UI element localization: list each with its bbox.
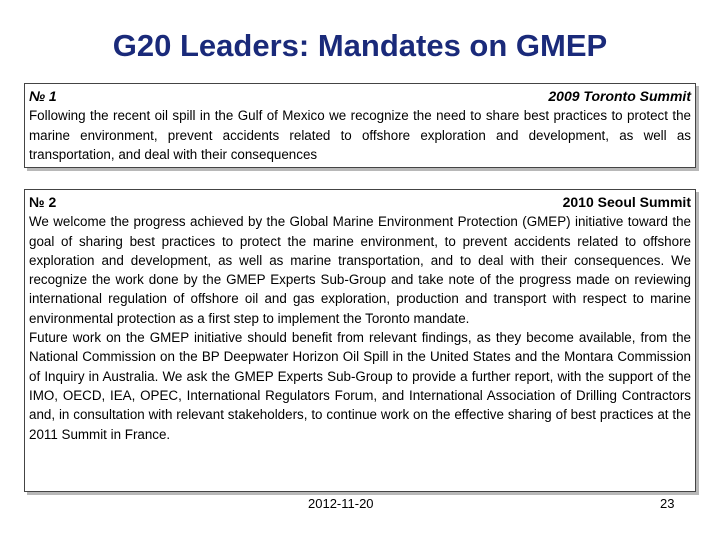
mandate-2-paragraph-2: Future work on the GMEP initiative should benefit from relevant findings, as they become available, from the National Commission on the BP Deepwater Horizon Oil Spill in the United States and the Montara Commission of Inquiry in Australia. We ask the GMEP Experts Sub-Group to provide a further report, with the support of the IMO, OECD, IEA, OPEC, International Regulators Forum, and International Association of Drilling Contractors and, in consultation with relevant stakeholders, to continue work on the effective sharing of best practices at the 2011 Summit in France. — [29, 330, 691, 442]
mandate-1-header — [29, 87, 691, 106]
footer-date: 2012-11-20 — [308, 496, 374, 511]
page-number: 23 — [660, 496, 675, 511]
mandate-1-text: Following the recent oil spill in the Gulf of Mexico we recognize the need to share best practices to protect the marine environment, prevent accidents related to offshore exploration and development, as well as transportation, and deal with their consequences — [29, 108, 691, 162]
mandate-1-summit: 2009 Toronto Summit — [548, 88, 691, 104]
mandate-2-box — [24, 189, 696, 492]
mandate-1-box — [24, 83, 696, 168]
mandate-2-summit: 2010 Seoul Summit — [562, 194, 691, 210]
mandate-2-paragraph-1: We welcome the progress achieved by the Global Marine Environment Protection (GMEP) initiative toward the goal of sharing best practices to protect the marine environment, to prevent accidents related to offshore exploration and development, as well as marine transportation, and to deal with their consequences. We recognize the work done by the GMEP Experts Sub-Group and take note of the progress made on reviewing international regulation of offshore oil and gas exploration, production and transport with respect to marine environmental protection as a first step to implement the Toronto mandate. — [29, 214, 691, 326]
slide-title: G20 Leaders: Mandates on GMEP — [112, 28, 608, 63]
mandate-2-number: № 2 — [29, 194, 57, 210]
mandate-1-number: № 1 — [29, 88, 57, 104]
mandate-2-header — [29, 193, 691, 212]
